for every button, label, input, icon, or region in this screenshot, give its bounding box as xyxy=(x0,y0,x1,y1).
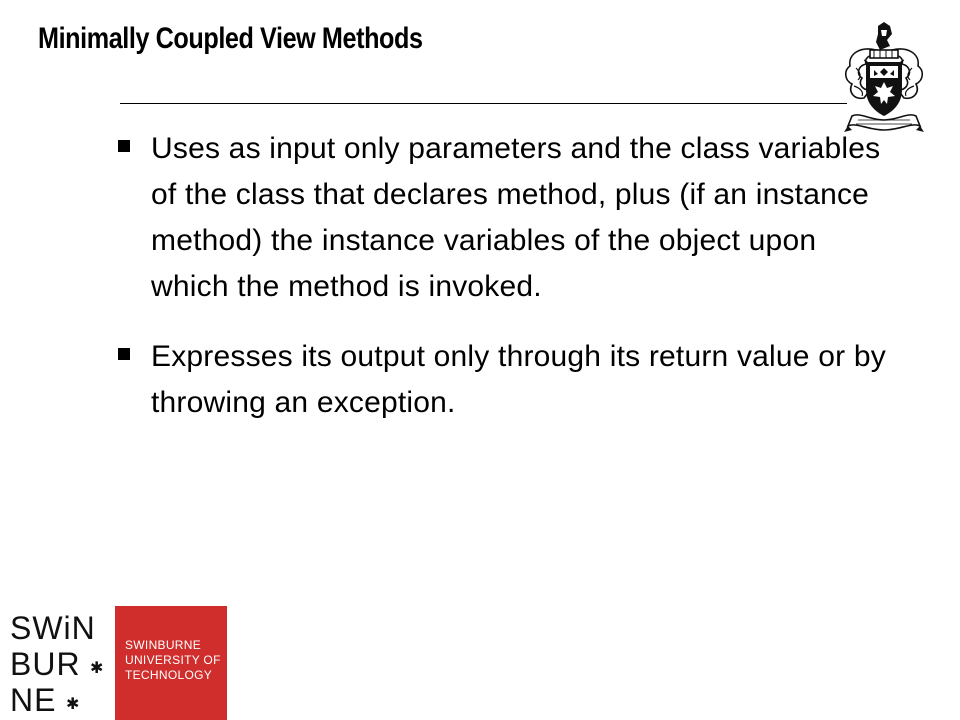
bullet-list xyxy=(118,126,898,450)
swinburne-logo xyxy=(0,606,227,720)
bullet-item xyxy=(118,126,898,310)
bullet-text: Uses as input only parameters and the class variables of the class that declares method, plus (if an instance method) the instance variables of the object upon which the method is invoked. xyxy=(151,132,881,303)
square-bullet-icon xyxy=(118,348,130,360)
bullet-text: Expresses its output only through its return value or by throwing an exception. xyxy=(151,340,886,419)
star-icon: ✱ xyxy=(66,696,80,713)
logo-wordmark xyxy=(0,606,115,720)
logo-wordmark-line: NE xyxy=(10,682,57,718)
star-icon: ✱ xyxy=(90,660,104,677)
logo-name-line: UNIVERSITY OF xyxy=(125,653,221,667)
logo-university-name xyxy=(115,606,221,720)
title-divider xyxy=(120,103,847,104)
logo-wordmark-line: BUR xyxy=(10,646,81,682)
bullet-item xyxy=(118,334,898,426)
logo-wordmark-line: SWiN xyxy=(10,610,96,646)
slide-title: Minimally Coupled View Methods xyxy=(38,22,423,55)
university-crest-icon xyxy=(840,20,928,138)
square-bullet-icon xyxy=(118,140,130,152)
logo-name-line: SWINBURNE xyxy=(125,638,202,652)
logo-name-line: TECHNOLOGY xyxy=(125,668,213,682)
